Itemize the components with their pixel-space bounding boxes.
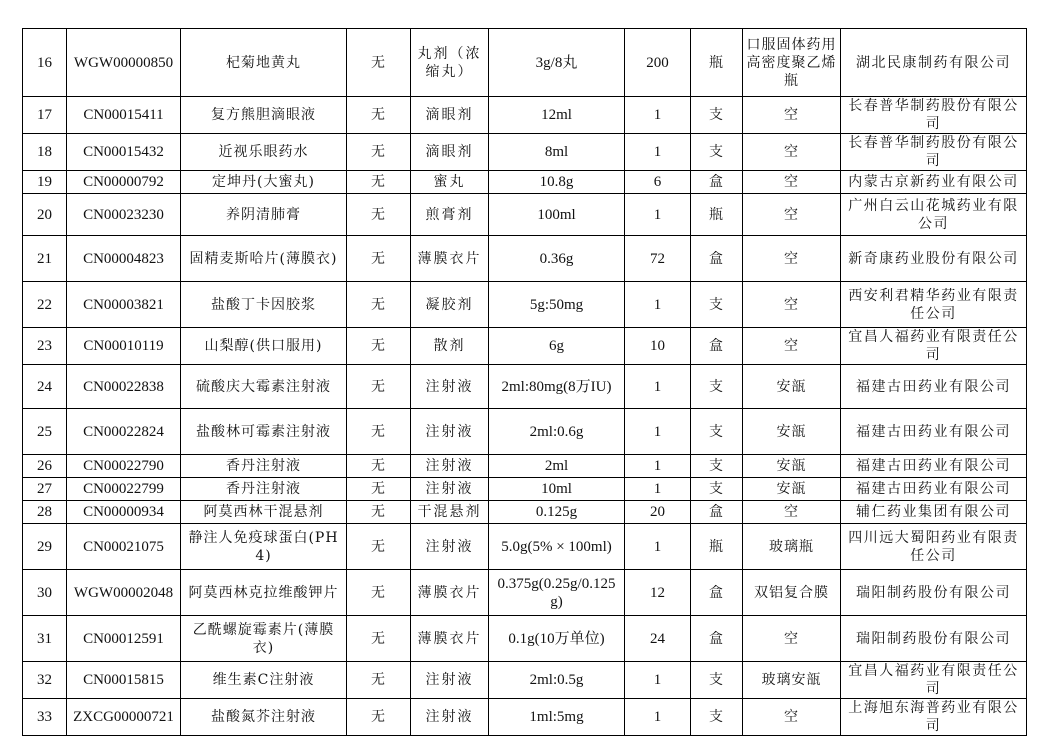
manufacturer-cell: 长春普华制药股份有限公司 bbox=[841, 97, 1027, 134]
drug-code-cell: CN00003821 bbox=[67, 282, 181, 328]
drug-code-cell: CN00010119 bbox=[67, 328, 181, 365]
quantity-cell: 1 bbox=[625, 409, 691, 455]
unit-cell: 盒 bbox=[691, 328, 743, 365]
manufacturer-cell: 福建古田药业有限公司 bbox=[841, 478, 1027, 501]
quantity-cell: 1 bbox=[625, 699, 691, 736]
table-row bbox=[23, 282, 1027, 328]
manufacturer-cell: 新奇康药业股份有限公司 bbox=[841, 236, 1027, 282]
dosage-form-cell: 注射液 bbox=[411, 478, 489, 501]
package-material-cell: 空 bbox=[743, 97, 841, 134]
drug-code-cell: CN00021075 bbox=[67, 524, 181, 570]
drug-name-cell: 维生素C注射液 bbox=[181, 662, 347, 699]
drug-name-cell: 硫酸庆大霉素注射液 bbox=[181, 365, 347, 409]
dosage-form-cell: 注射液 bbox=[411, 455, 489, 478]
package-material-cell: 空 bbox=[743, 616, 841, 662]
row-number-cell: 29 bbox=[23, 524, 67, 570]
specification-cell: 6g bbox=[489, 328, 625, 365]
table-row bbox=[23, 194, 1027, 236]
drug-code-cell: CN00022824 bbox=[67, 409, 181, 455]
package-material-cell: 玻璃瓶 bbox=[743, 524, 841, 570]
manufacturer-cell: 广州白云山花城药业有限公司 bbox=[841, 194, 1027, 236]
quantity-cell: 20 bbox=[625, 501, 691, 524]
package-material-cell: 口服固体药用高密度聚乙烯瓶 bbox=[743, 29, 841, 97]
row-number-cell: 26 bbox=[23, 455, 67, 478]
drug-code-cell: CN00015815 bbox=[67, 662, 181, 699]
flag-cell: 无 bbox=[347, 236, 411, 282]
specification-cell: 2ml:0.5g bbox=[489, 662, 625, 699]
package-material-cell: 空 bbox=[743, 134, 841, 171]
specification-cell: 0.36g bbox=[489, 236, 625, 282]
manufacturer-cell: 福建古田药业有限公司 bbox=[841, 455, 1027, 478]
table-row bbox=[23, 501, 1027, 524]
unit-cell: 支 bbox=[691, 134, 743, 171]
package-material-cell: 安瓿 bbox=[743, 365, 841, 409]
drug-code-cell: CN00015411 bbox=[67, 97, 181, 134]
table-row bbox=[23, 662, 1027, 699]
dosage-form-cell: 注射液 bbox=[411, 365, 489, 409]
row-number-cell: 28 bbox=[23, 501, 67, 524]
package-material-cell: 空 bbox=[743, 194, 841, 236]
specification-cell: 0.125g bbox=[489, 501, 625, 524]
table-row bbox=[23, 29, 1027, 97]
table-row bbox=[23, 478, 1027, 501]
manufacturer-cell: 内蒙古京新药业有限公司 bbox=[841, 171, 1027, 194]
quantity-cell: 1 bbox=[625, 282, 691, 328]
quantity-cell: 1 bbox=[625, 97, 691, 134]
dosage-form-cell: 干混悬剂 bbox=[411, 501, 489, 524]
package-material-cell: 空 bbox=[743, 699, 841, 736]
manufacturer-cell: 辅仁药业集团有限公司 bbox=[841, 501, 1027, 524]
table-row bbox=[23, 236, 1027, 282]
drug-code-cell: CN00004823 bbox=[67, 236, 181, 282]
package-material-cell: 空 bbox=[743, 328, 841, 365]
package-material-cell: 空 bbox=[743, 171, 841, 194]
manufacturer-cell: 瑞阳制药股份有限公司 bbox=[841, 616, 1027, 662]
flag-cell: 无 bbox=[347, 365, 411, 409]
flag-cell: 无 bbox=[347, 194, 411, 236]
manufacturer-cell: 西安利君精华药业有限责任公司 bbox=[841, 282, 1027, 328]
row-number-cell: 23 bbox=[23, 328, 67, 365]
manufacturer-cell: 福建古田药业有限公司 bbox=[841, 365, 1027, 409]
drug-name-cell: 山梨醇(供口服用) bbox=[181, 328, 347, 365]
specification-cell: 5.0g(5% × 100ml) bbox=[489, 524, 625, 570]
drug-name-cell: 乙酰螺旋霉素片(薄膜衣) bbox=[181, 616, 347, 662]
drug-name-cell: 盐酸氮芥注射液 bbox=[181, 699, 347, 736]
dosage-form-cell: 丸剂（浓缩丸） bbox=[411, 29, 489, 97]
package-material-cell: 空 bbox=[743, 282, 841, 328]
drug-name-cell: 近视乐眼药水 bbox=[181, 134, 347, 171]
drug-name-cell: 养阴清肺膏 bbox=[181, 194, 347, 236]
drug-code-cell: WGW00000850 bbox=[67, 29, 181, 97]
drug-code-cell: CN00015432 bbox=[67, 134, 181, 171]
quantity-cell: 10 bbox=[625, 328, 691, 365]
quantity-cell: 1 bbox=[625, 478, 691, 501]
unit-cell: 瓶 bbox=[691, 524, 743, 570]
unit-cell: 支 bbox=[691, 365, 743, 409]
drug-code-cell: ZXCG00000721 bbox=[67, 699, 181, 736]
drug-name-cell: 香丹注射液 bbox=[181, 478, 347, 501]
manufacturer-cell: 宜昌人福药业有限责任公司 bbox=[841, 328, 1027, 365]
manufacturer-cell: 上海旭东海普药业有限公司 bbox=[841, 699, 1027, 736]
unit-cell: 支 bbox=[691, 282, 743, 328]
quantity-cell: 1 bbox=[625, 524, 691, 570]
table-row bbox=[23, 134, 1027, 171]
drug-code-cell: CN00000934 bbox=[67, 501, 181, 524]
package-material-cell: 安瓿 bbox=[743, 478, 841, 501]
row-number-cell: 18 bbox=[23, 134, 67, 171]
row-number-cell: 22 bbox=[23, 282, 67, 328]
row-number-cell: 33 bbox=[23, 699, 67, 736]
dosage-form-cell: 注射液 bbox=[411, 699, 489, 736]
flag-cell: 无 bbox=[347, 29, 411, 97]
unit-cell: 支 bbox=[691, 478, 743, 501]
quantity-cell: 24 bbox=[625, 616, 691, 662]
unit-cell: 支 bbox=[691, 409, 743, 455]
flag-cell: 无 bbox=[347, 524, 411, 570]
flag-cell: 无 bbox=[347, 328, 411, 365]
manufacturer-cell: 瑞阳制药股份有限公司 bbox=[841, 570, 1027, 616]
drug-name-cell: 固精麦斯哈片(薄膜衣) bbox=[181, 236, 347, 282]
flag-cell: 无 bbox=[347, 616, 411, 662]
drug-name-cell: 杞菊地黄丸 bbox=[181, 29, 347, 97]
flag-cell: 无 bbox=[347, 409, 411, 455]
row-number-cell: 20 bbox=[23, 194, 67, 236]
specification-cell: 2ml:0.6g bbox=[489, 409, 625, 455]
flag-cell: 无 bbox=[347, 662, 411, 699]
flag-cell: 无 bbox=[347, 501, 411, 524]
specification-cell: 2ml bbox=[489, 455, 625, 478]
specification-cell: 10ml bbox=[489, 478, 625, 501]
specification-cell: 12ml bbox=[489, 97, 625, 134]
dosage-form-cell: 注射液 bbox=[411, 524, 489, 570]
package-material-cell: 安瓿 bbox=[743, 455, 841, 478]
flag-cell: 无 bbox=[347, 171, 411, 194]
drug-code-cell: CN00012591 bbox=[67, 616, 181, 662]
dosage-form-cell: 注射液 bbox=[411, 662, 489, 699]
row-number-cell: 16 bbox=[23, 29, 67, 97]
table-row bbox=[23, 616, 1027, 662]
specification-cell: 5g:50mg bbox=[489, 282, 625, 328]
unit-cell: 盒 bbox=[691, 236, 743, 282]
dosage-form-cell: 蜜丸 bbox=[411, 171, 489, 194]
drug-name-cell: 盐酸林可霉素注射液 bbox=[181, 409, 347, 455]
drug-code-cell: CN00022790 bbox=[67, 455, 181, 478]
drug-name-cell: 阿莫西林干混悬剂 bbox=[181, 501, 347, 524]
row-number-cell: 24 bbox=[23, 365, 67, 409]
specification-cell: 8ml bbox=[489, 134, 625, 171]
manufacturer-cell: 四川远大蜀阳药业有限责任公司 bbox=[841, 524, 1027, 570]
unit-cell: 支 bbox=[691, 455, 743, 478]
row-number-cell: 25 bbox=[23, 409, 67, 455]
document-page bbox=[22, 28, 1026, 736]
drug-list-table bbox=[22, 28, 1027, 736]
manufacturer-cell: 宜昌人福药业有限责任公司 bbox=[841, 662, 1027, 699]
quantity-cell: 12 bbox=[625, 570, 691, 616]
specification-cell: 3g/8丸 bbox=[489, 29, 625, 97]
drug-name-cell: 定坤丹(大蜜丸) bbox=[181, 171, 347, 194]
quantity-cell: 6 bbox=[625, 171, 691, 194]
table-row bbox=[23, 699, 1027, 736]
dosage-form-cell: 凝胶剂 bbox=[411, 282, 489, 328]
manufacturer-cell: 湖北民康制药有限公司 bbox=[841, 29, 1027, 97]
unit-cell: 盒 bbox=[691, 616, 743, 662]
unit-cell: 瓶 bbox=[691, 29, 743, 97]
unit-cell: 支 bbox=[691, 662, 743, 699]
flag-cell: 无 bbox=[347, 478, 411, 501]
quantity-cell: 1 bbox=[625, 662, 691, 699]
row-number-cell: 17 bbox=[23, 97, 67, 134]
drug-name-cell: 香丹注射液 bbox=[181, 455, 347, 478]
unit-cell: 支 bbox=[691, 97, 743, 134]
dosage-form-cell: 薄膜衣片 bbox=[411, 616, 489, 662]
dosage-form-cell: 滴眼剂 bbox=[411, 97, 489, 134]
quantity-cell: 1 bbox=[625, 134, 691, 171]
unit-cell: 支 bbox=[691, 699, 743, 736]
manufacturer-cell: 长春普华制药股份有限公司 bbox=[841, 134, 1027, 171]
table-row bbox=[23, 455, 1027, 478]
specification-cell: 10.8g bbox=[489, 171, 625, 194]
row-number-cell: 30 bbox=[23, 570, 67, 616]
dosage-form-cell: 散剂 bbox=[411, 328, 489, 365]
drug-code-cell: CN00023230 bbox=[67, 194, 181, 236]
package-material-cell: 空 bbox=[743, 236, 841, 282]
drug-name-cell: 复方熊胆滴眼液 bbox=[181, 97, 347, 134]
table-row bbox=[23, 97, 1027, 134]
table-body bbox=[23, 29, 1027, 736]
flag-cell: 无 bbox=[347, 282, 411, 328]
dosage-form-cell: 煎膏剂 bbox=[411, 194, 489, 236]
drug-code-cell: CN00000792 bbox=[67, 171, 181, 194]
drug-code-cell: CN00022799 bbox=[67, 478, 181, 501]
drug-code-cell: CN00022838 bbox=[67, 365, 181, 409]
flag-cell: 无 bbox=[347, 97, 411, 134]
quantity-cell: 1 bbox=[625, 194, 691, 236]
quantity-cell: 72 bbox=[625, 236, 691, 282]
quantity-cell: 1 bbox=[625, 455, 691, 478]
row-number-cell: 31 bbox=[23, 616, 67, 662]
dosage-form-cell: 注射液 bbox=[411, 409, 489, 455]
table-row bbox=[23, 171, 1027, 194]
flag-cell: 无 bbox=[347, 455, 411, 478]
flag-cell: 无 bbox=[347, 134, 411, 171]
specification-cell: 1ml:5mg bbox=[489, 699, 625, 736]
specification-cell: 0.375g(0.25g/0.125g) bbox=[489, 570, 625, 616]
table-row bbox=[23, 524, 1027, 570]
unit-cell: 盒 bbox=[691, 501, 743, 524]
table-row bbox=[23, 409, 1027, 455]
specification-cell: 100ml bbox=[489, 194, 625, 236]
row-number-cell: 32 bbox=[23, 662, 67, 699]
drug-name-cell: 阿莫西林克拉维酸钾片 bbox=[181, 570, 347, 616]
drug-name-cell: 静注人免疫球蛋白(PH4) bbox=[181, 524, 347, 570]
table-row bbox=[23, 365, 1027, 409]
unit-cell: 盒 bbox=[691, 171, 743, 194]
flag-cell: 无 bbox=[347, 699, 411, 736]
dosage-form-cell: 薄膜衣片 bbox=[411, 236, 489, 282]
table-row bbox=[23, 328, 1027, 365]
unit-cell: 瓶 bbox=[691, 194, 743, 236]
package-material-cell: 玻璃安瓿 bbox=[743, 662, 841, 699]
package-material-cell: 双铝复合膜 bbox=[743, 570, 841, 616]
specification-cell: 2ml:80mg(8万IU) bbox=[489, 365, 625, 409]
row-number-cell: 27 bbox=[23, 478, 67, 501]
unit-cell: 盒 bbox=[691, 570, 743, 616]
row-number-cell: 19 bbox=[23, 171, 67, 194]
drug-code-cell: WGW00002048 bbox=[67, 570, 181, 616]
table-row bbox=[23, 570, 1027, 616]
flag-cell: 无 bbox=[347, 570, 411, 616]
manufacturer-cell: 福建古田药业有限公司 bbox=[841, 409, 1027, 455]
row-number-cell: 21 bbox=[23, 236, 67, 282]
quantity-cell: 1 bbox=[625, 365, 691, 409]
dosage-form-cell: 薄膜衣片 bbox=[411, 570, 489, 616]
dosage-form-cell: 滴眼剂 bbox=[411, 134, 489, 171]
package-material-cell: 安瓿 bbox=[743, 409, 841, 455]
quantity-cell: 200 bbox=[625, 29, 691, 97]
package-material-cell: 空 bbox=[743, 501, 841, 524]
specification-cell: 0.1g(10万单位) bbox=[489, 616, 625, 662]
drug-name-cell: 盐酸丁卡因胶浆 bbox=[181, 282, 347, 328]
